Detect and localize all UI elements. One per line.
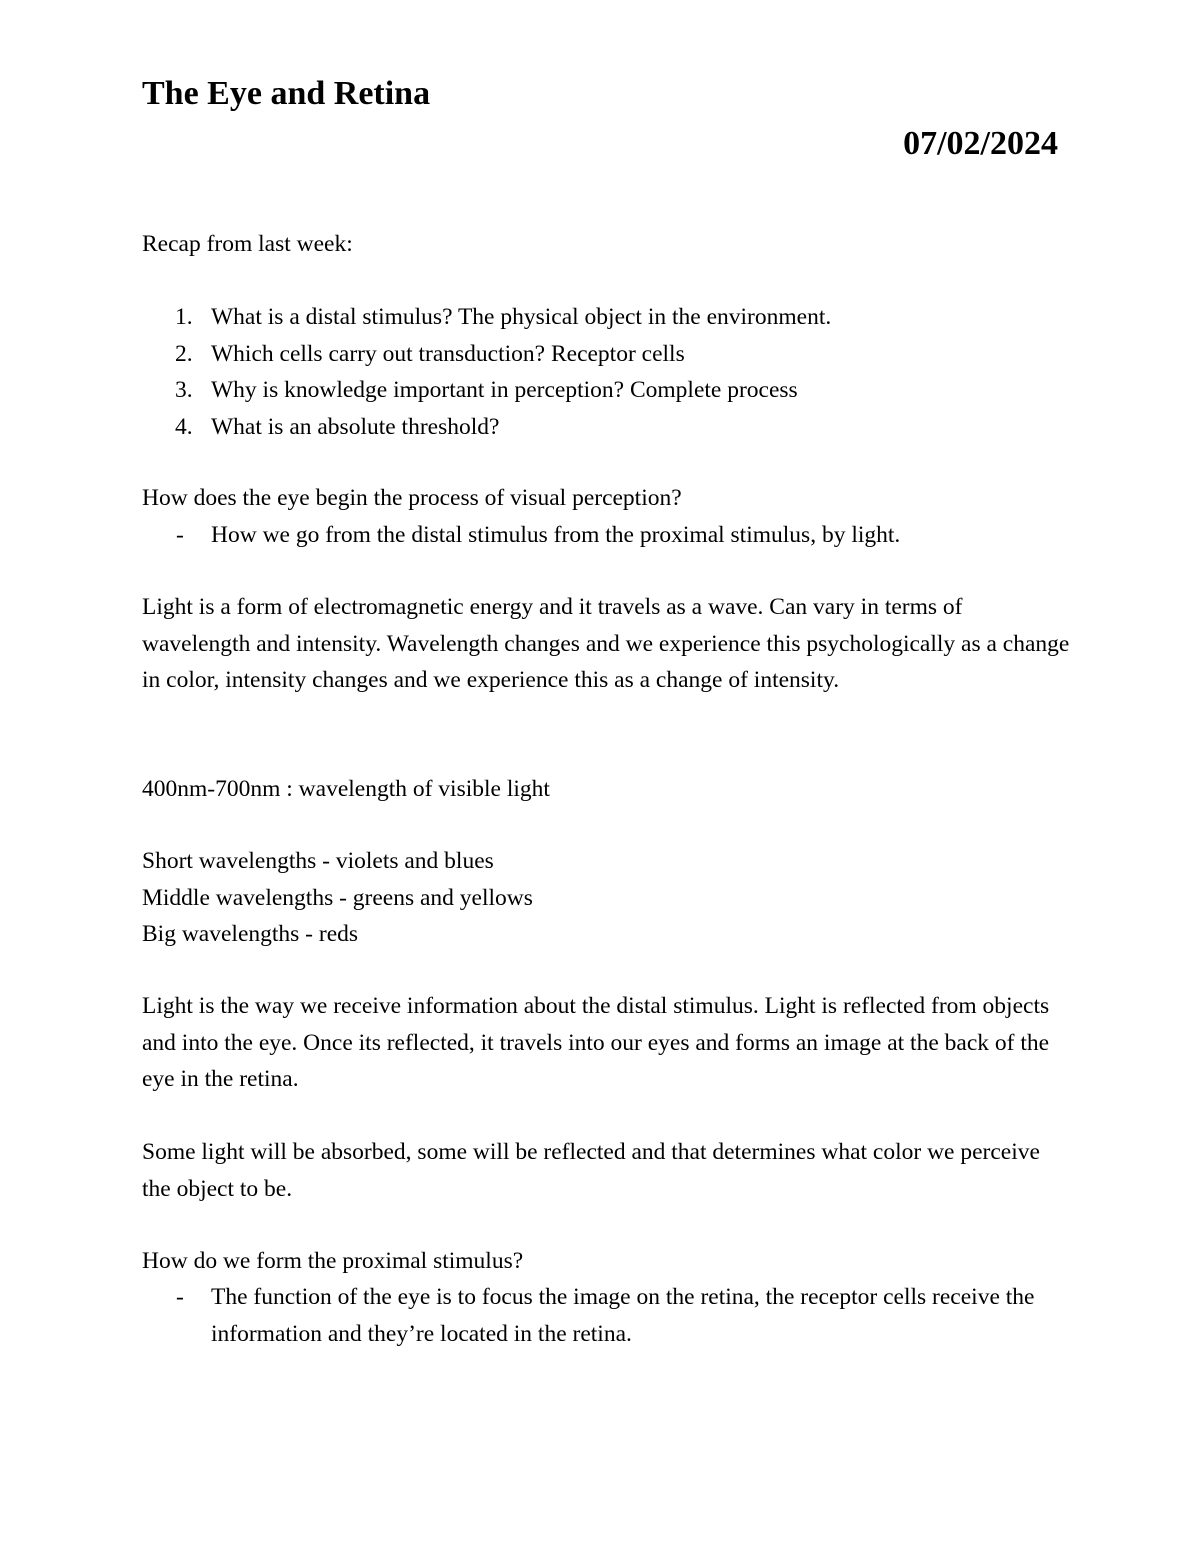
document-date: 07/02/2024 — [903, 125, 1058, 162]
paragraph-reflection: Light is the way we receive information about the distal stimulus. Light is reflected from objects and into the eye. Once its reflected, it travels into our eyes and forms an image at the back of the eye in the retina. — [142, 993, 1050, 1092]
wavelength-big: Big wavelengths - reds — [142, 921, 359, 947]
wavelength-middle: Middle wavelengths - greens and yellows — [142, 885, 533, 911]
question1-bullets — [142, 517, 1072, 554]
list-number: 2. — [175, 340, 193, 367]
list-item — [142, 336, 1072, 373]
wavelength-short: Short wavelengths - violets and blues — [142, 848, 494, 874]
list-item — [142, 299, 1072, 336]
list-item — [142, 1279, 1072, 1352]
list-item-text: The function of the eye is to focus the image on the retina, the receptor cells receive the information and they’re located in the retina. — [211, 1284, 1035, 1347]
list-item — [142, 517, 1072, 554]
list-number: 4. — [175, 413, 193, 440]
bullet-dash: - — [176, 1284, 184, 1310]
bullet-dash: - — [176, 522, 184, 548]
list-item — [142, 372, 1072, 409]
list-item-text: What is a distal stimulus? The physical object in the environment. — [211, 304, 832, 330]
page-title: The Eye and Retina — [142, 75, 431, 112]
recap-list — [142, 299, 1072, 445]
list-item-text: Why is knowledge important in perception? Complete process — [211, 377, 798, 403]
list-item-text: What is an absolute threshold? — [211, 413, 500, 440]
list-item — [142, 409, 1072, 446]
list-number: 3. — [175, 377, 193, 403]
recap-heading: Recap from last week: — [142, 231, 353, 257]
paragraph-absorption: Some light will be absorbed, some will be reflected and that determines what color we perceive the object to be. — [142, 1139, 1040, 1202]
visible-light-range: 400nm-700nm : wavelength of visible light — [142, 776, 550, 802]
list-item-text: How we go from the distal stimulus from the proximal stimulus, by light. — [211, 522, 901, 548]
question-proximal-stimulus: How do we form the proximal stimulus? — [142, 1248, 524, 1274]
question2-bullets — [142, 1279, 1072, 1352]
list-number: 1. — [175, 304, 193, 330]
paragraph-light: Light is a form of electromagnetic energy and it travels as a wave. Can vary in terms of wavelength and intensity. Wavelength changes and we experience this psychologically as a change in color, intensity changes and we experience this as a change of intensity. — [142, 594, 1070, 693]
question-visual-perception: How does the eye begin the process of visual perception? — [142, 485, 682, 511]
list-item-text: Which cells carry out transduction? Receptor cells — [211, 340, 685, 367]
